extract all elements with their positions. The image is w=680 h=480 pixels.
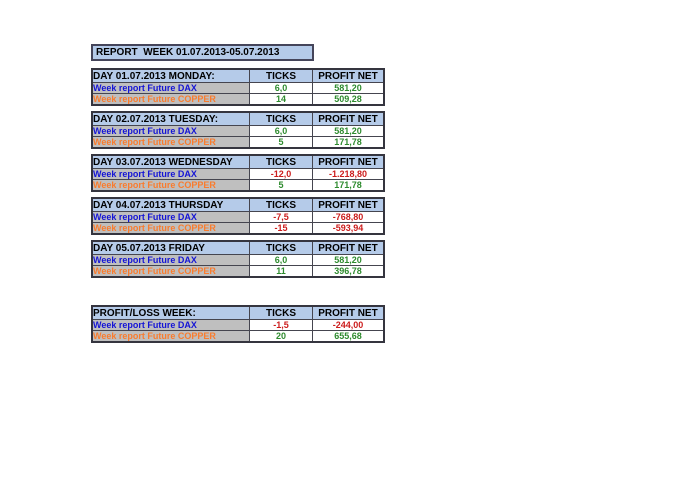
profit-value: 581,20	[313, 83, 385, 94]
profit-value: 171,78	[313, 180, 385, 192]
profit-column-header: PROFIT NET	[313, 112, 385, 126]
row-label: Week report Future DAX	[92, 212, 250, 223]
day-title: DAY 02.07.2013 TUESDAY:	[92, 112, 250, 126]
row-label: Week report Future COPPER	[92, 223, 250, 235]
ticks-value: -7,5	[250, 212, 313, 223]
day-title: DAY 04.07.2013 THURSDAY	[92, 198, 250, 212]
table-row	[92, 266, 384, 278]
day-title: DAY 05.07.2013 FRIDAY	[92, 241, 250, 255]
profit-value: 396,78	[313, 266, 385, 278]
table-tuesday	[91, 111, 385, 149]
row-label: Week report Future DAX	[92, 126, 250, 137]
profit-value: -1.218,80	[313, 169, 385, 180]
profit-column-header: PROFIT NET	[313, 241, 385, 255]
ticks-value: 14	[250, 94, 313, 106]
profit-column-header: PROFIT NET	[313, 306, 385, 320]
profit-value: 655,68	[313, 331, 385, 343]
table-row	[92, 83, 384, 94]
table-row	[92, 169, 384, 180]
ticks-column-header: TICKS	[250, 155, 313, 169]
table-row	[92, 320, 384, 331]
table-header-row	[92, 198, 384, 212]
row-label: Week report Future DAX	[92, 83, 250, 94]
profit-value: 581,20	[313, 255, 385, 266]
row-label: Week report Future COPPER	[92, 137, 250, 149]
profit-value: 509,28	[313, 94, 385, 106]
day-title: DAY 01.07.2013 MONDAY:	[92, 69, 250, 83]
day-title: DAY 03.07.2013 WEDNESDAY	[92, 155, 250, 169]
table-row	[92, 94, 384, 106]
row-label: Week report Future COPPER	[92, 94, 250, 106]
profit-column-header: PROFIT NET	[313, 198, 385, 212]
summary-title: PROFIT/LOSS WEEK:	[92, 306, 250, 320]
table-row	[92, 137, 384, 149]
ticks-column-header: TICKS	[250, 306, 313, 320]
ticks-value: 5	[250, 180, 313, 192]
ticks-value: 20	[250, 331, 313, 343]
row-label: Week report Future COPPER	[92, 180, 250, 192]
profit-value: -244,00	[313, 320, 385, 331]
ticks-value: -1,5	[250, 320, 313, 331]
profit-column-header: PROFIT NET	[313, 69, 385, 83]
table-row	[92, 255, 384, 266]
table-thursday	[91, 197, 385, 235]
ticks-value: 6,0	[250, 126, 313, 137]
ticks-value: 6,0	[250, 255, 313, 266]
report-page	[91, 44, 385, 348]
ticks-column-header: TICKS	[250, 198, 313, 212]
table-header-row	[92, 241, 384, 255]
profit-value: 581,20	[313, 126, 385, 137]
profit-value: -593,94	[313, 223, 385, 235]
report-title: REPORT WEEK 01.07.2013-05.07.2013	[91, 44, 314, 61]
table-header-row	[92, 155, 384, 169]
table-row	[92, 223, 384, 235]
table-friday	[91, 240, 385, 278]
ticks-column-header: TICKS	[250, 112, 313, 126]
table-header-row	[92, 306, 384, 320]
ticks-value: -15	[250, 223, 313, 235]
ticks-column-header: TICKS	[250, 69, 313, 83]
ticks-column-header: TICKS	[250, 241, 313, 255]
ticks-value: -12,0	[250, 169, 313, 180]
profit-value: 171,78	[313, 137, 385, 149]
row-label: Week report Future DAX	[92, 169, 250, 180]
table-row	[92, 180, 384, 192]
table-wednesday	[91, 154, 385, 192]
row-label: Week report Future DAX	[92, 320, 250, 331]
ticks-value: 5	[250, 137, 313, 149]
table-row	[92, 212, 384, 223]
row-label: Week report Future COPPER	[92, 331, 250, 343]
profit-value: -768,80	[313, 212, 385, 223]
table-week-summary	[91, 305, 385, 343]
row-label: Week report Future COPPER	[92, 266, 250, 278]
ticks-value: 11	[250, 266, 313, 278]
table-row	[92, 331, 384, 343]
table-header-row	[92, 69, 384, 83]
ticks-value: 6,0	[250, 83, 313, 94]
row-label: Week report Future DAX	[92, 255, 250, 266]
profit-column-header: PROFIT NET	[313, 155, 385, 169]
table-header-row	[92, 112, 384, 126]
table-monday	[91, 68, 385, 106]
table-row	[92, 126, 384, 137]
